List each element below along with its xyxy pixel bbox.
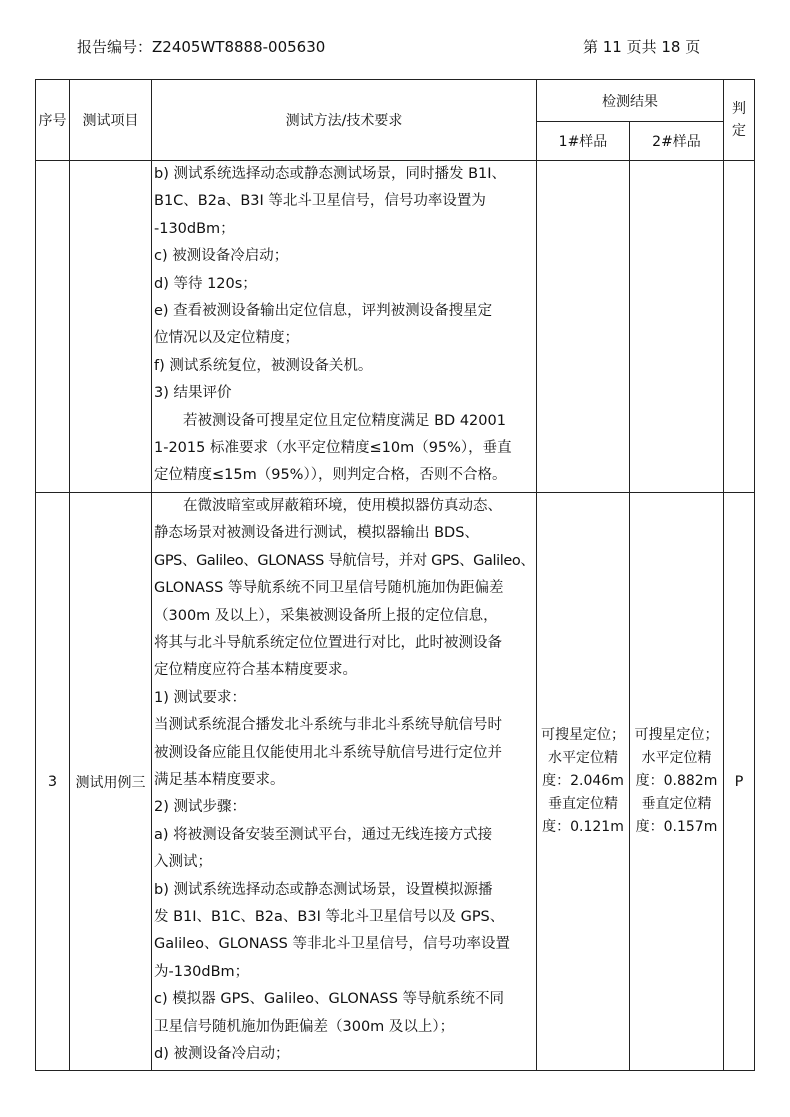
test-results-table (35, 79, 755, 1071)
method-line: 3) 结果评价 (154, 385, 232, 402)
method-line: Galileo、GLONASS 等非北斗卫星信号，信号功率设置 (154, 936, 510, 953)
case-3-sample-2-result (630, 492, 724, 1071)
method-line: 为-130dBm； (154, 963, 250, 980)
result-line: 垂直定位精 (548, 796, 618, 813)
method-line: b) 测试系统选择动态或静态测试场景，设置模拟源播 (154, 881, 493, 898)
cont-seq-cell (36, 161, 70, 493)
method-line: 1-2015 标准要求（水平定位精度≤10m（95%），垂直 (154, 440, 512, 457)
result-line: 可搜星定位； (541, 727, 625, 744)
method-line: 在微波暗室或屏蔽箱环境，使用模拟器仿真动态、 (183, 497, 502, 514)
case-3-method-cell (152, 492, 537, 1071)
method-line: 入测试； (154, 854, 212, 871)
method-line: 若被测设备可搜星定位且定位精度满足 BD 42001 (183, 412, 506, 429)
result-line: 度：2.046m (542, 773, 624, 790)
method-line: 2) 测试步骤： (154, 799, 246, 816)
cont-sample-2-cell (630, 161, 724, 493)
col-header-results: 检测结果 (537, 80, 724, 122)
method-line: c) 模拟器 GPS、Galileo、GLONASS 等导航系统不同 (154, 991, 505, 1008)
cont-sample-1-cell (537, 161, 630, 493)
result-line: 度：0.121m (542, 819, 624, 836)
method-line: e) 查看被测设备输出定位信息，评判被测设备搜星定 (154, 303, 493, 320)
method-line: （300m 及以上），采集被测设备所上报的定位信息， (154, 607, 498, 624)
method-line: 当测试系统混合播发北斗系统与非北斗系统导航信号时 (154, 717, 502, 734)
case-3-sample-1-result (537, 492, 630, 1071)
method-line: f) 测试系统复位，被测设备关机。 (154, 357, 373, 374)
method-line: 卫星信号随机施加伪距偏差（300m 及以上）； (154, 1018, 455, 1035)
result-line: 可搜星定位； (634, 727, 719, 744)
cont-judge-cell (724, 161, 755, 493)
case-3-item: 测试用例三 (70, 492, 152, 1071)
method-line: B1C、B2a、B3I 等北斗卫星信号，信号功率设置为 (154, 193, 486, 210)
case-3-seq: 3 (36, 492, 70, 1071)
table-row-case-3 (36, 492, 755, 1071)
result-line: 水平定位精 (548, 750, 618, 767)
method-line: 定位精度≤15m（95%）），则判定合格，否则不合格。 (154, 467, 507, 484)
judge-header-line-1: 判 (732, 101, 746, 117)
col-header-sample-1: 1#样品 (537, 122, 630, 161)
col-header-method: 测试方法/技术要求 (152, 80, 537, 161)
method-line: 位情况以及定位精度； (154, 330, 299, 347)
judge-header-line-2: 定 (732, 123, 746, 139)
cont-item-cell (70, 161, 152, 493)
method-line: b) 测试系统选择动态或静态测试场景，同时播发 B1I、 (154, 166, 507, 182)
method-line: 静态场景对被测设备进行测试，模拟器输出 BDS、 (154, 525, 479, 542)
method-line: 满足基本精度要求。 (154, 771, 285, 788)
table-header-row (36, 80, 755, 122)
result-line: 度：0.157m (635, 819, 718, 836)
method-line: GPS、Galileo、GLONASS 导航信号，并对 GPS、Galileo、 (154, 552, 534, 569)
col-header-judge (724, 80, 755, 161)
method-line: 被测设备应能且仅能使用北斗系统导航信号进行定位并 (154, 744, 502, 761)
method-line: GLONASS 等导航系统不同卫星信号随机施加伪距偏差 (154, 580, 504, 597)
col-header-sample-2: 2#样品 (630, 122, 724, 161)
method-line: 将其与北斗导航系统定位位置进行对比，此时被测设备 (154, 634, 502, 651)
method-line: 定位精度应符合基本精度要求。 (154, 662, 357, 679)
col-header-seq: 序号 (36, 80, 70, 161)
method-line: c) 被测设备冷启动； (154, 248, 289, 265)
method-line: d) 被测设备冷启动； (154, 1046, 290, 1062)
case-3-judge: P (724, 492, 755, 1071)
method-line: 1) 测试要求： (154, 689, 246, 706)
method-line: -130dBm； (154, 220, 235, 237)
page-indicator: 第 11 页共 18 页 (583, 38, 701, 56)
result-line: 水平定位精度：0.882m (635, 750, 718, 790)
result-line: 垂直定位精 (641, 796, 712, 813)
cont-method-cell (152, 161, 537, 493)
report-number: 报告编号：Z2405WT8888-005630 (77, 38, 326, 56)
method-line: 发 B1I、B1C、B2a、B3I 等北斗卫星信号以及 GPS、 (154, 908, 505, 925)
method-line: d) 等待 120s； (154, 275, 257, 292)
table-row-continuation (36, 161, 755, 493)
method-line: a) 将被测设备安装至测试平台，通过无线连接方式接 (154, 826, 493, 843)
col-header-item: 测试项目 (70, 80, 152, 161)
